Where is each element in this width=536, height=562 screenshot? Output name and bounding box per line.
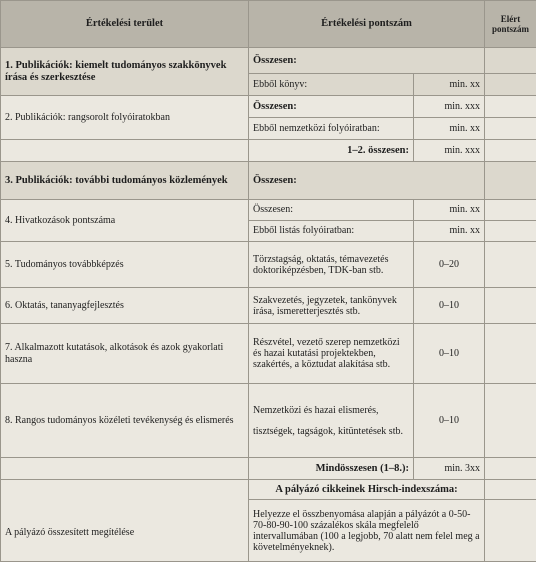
sum12-label: 1–2. összesen:: [249, 140, 414, 162]
table-row: [1, 242, 536, 288]
row4-listed-value: min. xx: [414, 221, 485, 242]
row4-total-score[interactable]: [485, 200, 536, 221]
total-value: min. 3xx: [414, 458, 485, 480]
row4-total-value: min. xx: [414, 200, 485, 221]
table-row: [1, 48, 536, 74]
row7-score[interactable]: [485, 324, 536, 384]
table-row: [1, 324, 536, 384]
hirsch-score[interactable]: [485, 480, 536, 500]
row1-total-score[interactable]: [485, 48, 536, 74]
header-achieved: Elért pontszám: [485, 1, 536, 48]
row2-total-value: min. xxx: [414, 96, 485, 118]
row5-label: 5. Tudományos továbbképzés: [1, 242, 249, 288]
table-row: [1, 200, 536, 221]
table-row: [1, 288, 536, 324]
total-label: Mindösszesen (1–8.):: [249, 458, 414, 480]
row7-label: 7. Alkalmazott kutatások, alkotások és azok gyakorlati haszna: [1, 324, 249, 384]
row3-label: 3. Publikációk: további tudományos közlemények: [1, 162, 249, 200]
final-score[interactable]: [485, 500, 536, 562]
row2-intl-score[interactable]: [485, 118, 536, 140]
row1-label: 1. Publikációk: kiemelt tudományos szakkönyvek írása és szerkesztése: [1, 48, 249, 96]
sum12-spacer: [1, 140, 249, 162]
row1-book-value: min. xx: [414, 74, 485, 96]
table-row: [1, 384, 536, 458]
row6-label: 6. Oktatás, tananyagfejlesztés: [1, 288, 249, 324]
row1-book-score[interactable]: [485, 74, 536, 96]
row4-listed-label: Ebből listás folyóiratban:: [249, 221, 414, 242]
row6-value: 0–10: [414, 288, 485, 324]
table-row: [1, 140, 536, 162]
sum12-score[interactable]: [485, 140, 536, 162]
row7-value: 0–10: [414, 324, 485, 384]
table-row: [1, 162, 536, 200]
row1-total-label: Összesen:: [249, 48, 485, 74]
final-label: A pályázó összesített megítélése: [1, 480, 249, 562]
row8-desc: Nemzetközi és hazai elismerés, tisztségek, tagságok, kitüntetések stb.: [249, 384, 414, 458]
row5-desc: Törzstagság, oktatás, témavezetés doktoriképzésben, TDK-ban stb.: [249, 242, 414, 288]
header-area: Értékelési terület: [1, 1, 249, 48]
row7-desc: Részvétel, vezető szerep nemzetközi és hazai kutatási projektekben, szakértés, a köztudat alakítása stb.: [249, 324, 414, 384]
row4-total-label: Összesen:: [249, 200, 414, 221]
header-score: Értékelési pontszám: [249, 1, 485, 48]
row8-value: 0–10: [414, 384, 485, 458]
table-row: [1, 480, 536, 500]
total-spacer: [1, 458, 249, 480]
row4-label: 4. Hivatkozások pontszáma: [1, 200, 249, 242]
row6-desc: Szakvezetés, jegyzetek, tankönyvek írása, ismeretterjesztés stb.: [249, 288, 414, 324]
row2-total-label: Összesen:: [249, 96, 414, 118]
table-row: [1, 458, 536, 480]
row2-intl-label: Ebből nemzetközi folyóiratban:: [249, 118, 414, 140]
sum12-value: min. xxx: [414, 140, 485, 162]
row4-listed-score[interactable]: [485, 221, 536, 242]
row6-score[interactable]: [485, 288, 536, 324]
row2-intl-value: min. xx: [414, 118, 485, 140]
row3-score[interactable]: [485, 162, 536, 200]
table-row: [1, 96, 536, 118]
final-desc: Helyezze el összbenyomása alapján a pályázót a 0-50-70-80-90-100 százalékos skála megfelelő intervallumában (100 a legjobb, 70 alatt nem felel meg a követelményeknek).: [249, 500, 485, 562]
header-row: [1, 1, 536, 48]
row5-score[interactable]: [485, 242, 536, 288]
row5-value: 0–20: [414, 242, 485, 288]
hirsch-label: A pályázó cikkeinek Hirsch-indexszáma:: [249, 480, 485, 500]
row2-total-score[interactable]: [485, 96, 536, 118]
total-score[interactable]: [485, 458, 536, 480]
row2-label: 2. Publikációk: rangsorolt folyóiratokban: [1, 96, 249, 140]
row8-label: 8. Rangos tudományos közéleti tevékenység és elismerés: [1, 384, 249, 458]
row1-book-label: Ebből könyv:: [249, 74, 414, 96]
row3-total-label: Összesen:: [249, 162, 485, 200]
row8-score[interactable]: [485, 384, 536, 458]
